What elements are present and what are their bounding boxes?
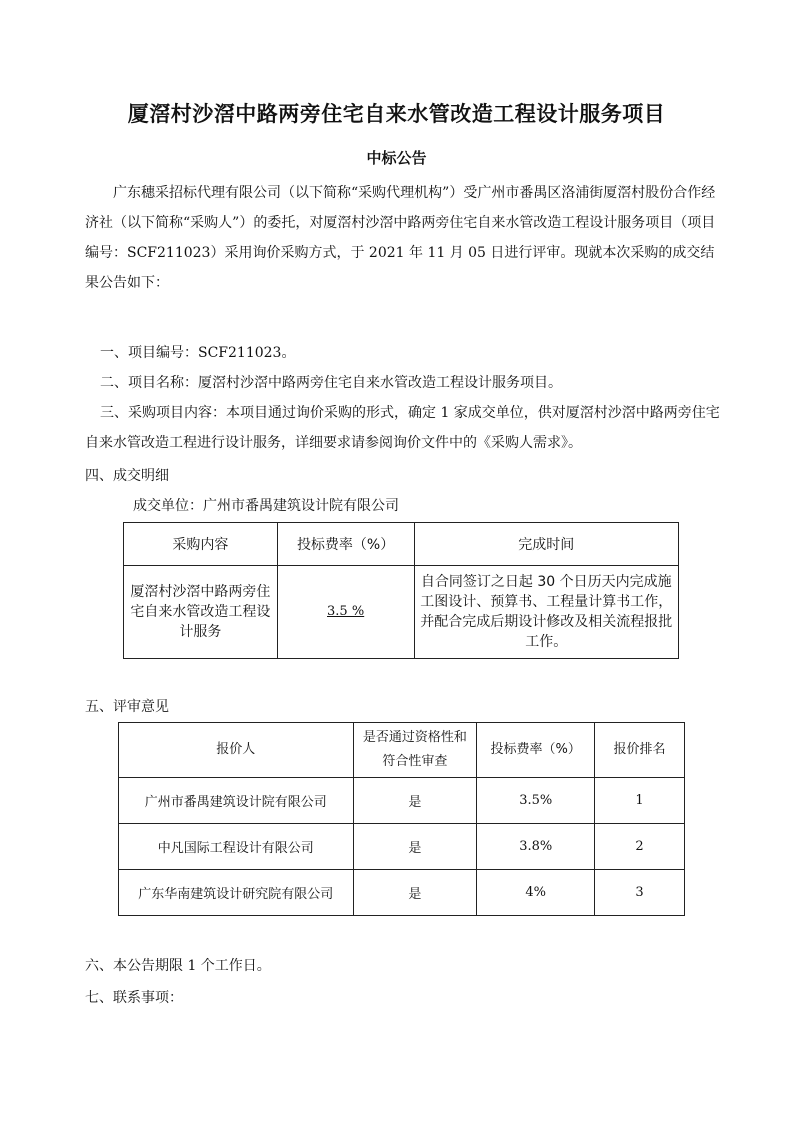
header-completion-time: 完成时间 [414, 523, 679, 566]
header-rank: 报价排名 [595, 723, 685, 778]
section-project-name: 二、项目名称：厦滘村沙滘中路两旁住宅自来水管改造工程设计服务项目。 [100, 375, 562, 391]
review-table-header [119, 723, 685, 778]
header-bid-rate: 投标费率（%） [477, 723, 595, 778]
deal-table [123, 522, 679, 659]
page-title: 厦滘村沙滘中路两旁住宅自来水管改造工程设计服务项目 [127, 102, 666, 126]
section-notice-period: 六、本公告期限 1 个工作日。 [85, 958, 271, 974]
cell-bidder: 中凡国际工程设计有限公司 [119, 824, 354, 870]
cell-bidder: 广东华南建筑设计研究院有限公司 [119, 870, 354, 916]
cell-bid-rate [277, 566, 414, 659]
page-subtitle: 中标公告 [366, 149, 427, 167]
cell-bid-rate: 3.8% [477, 824, 595, 870]
table-row [119, 778, 685, 824]
cell-bid-rate: 4% [477, 870, 595, 916]
section-project-number: 一、项目编号：SCF211023。 [100, 345, 296, 361]
cell-bidder: 广州市番禺建筑设计院有限公司 [119, 778, 354, 824]
table-row [119, 824, 685, 870]
section-project-content: 三、采购项目内容：本项目通过询价采购的形式，确定 1 家成交单位，供对厦滘村沙滘中路两旁住宅自来水管改造工程进行设计服务，详细要求请参阅询价文件中的《采购人需求》。 [85, 405, 720, 451]
winner-line: 成交单位：广州市番禺建筑设计院有限公司 [133, 498, 399, 514]
cell-qualification: 是 [353, 824, 477, 870]
cell-bid-rate: 3.5% [477, 778, 595, 824]
review-table [118, 722, 685, 916]
cell-procurement-content: 厦滘村沙滘中路两旁住宅自来水管改造工程设计服务 [124, 566, 278, 659]
cell-rank: 2 [595, 824, 685, 870]
deal-table-header [124, 523, 679, 566]
cell-rank: 3 [595, 870, 685, 916]
cell-rank: 1 [595, 778, 685, 824]
header-qualification: 是否通过资格性和符合性审查 [353, 723, 477, 778]
header-bidder: 报价人 [119, 723, 354, 778]
section-deal-details: 四、成交明细 [85, 468, 169, 484]
section-review-opinion: 五、评审意见 [85, 699, 169, 715]
cell-qualification: 是 [353, 870, 477, 916]
header-procurement-content: 采购内容 [124, 523, 278, 566]
bid-rate-value: 3.5 % [327, 604, 365, 619]
header-bid-rate: 投标费率（%） [277, 523, 414, 566]
table-row [119, 870, 685, 916]
section-contact: 七、联系事项： [85, 990, 183, 1006]
cell-completion-time: 自合同签订之日起 30 个日历天内完成施工图设计、预算书、工程量计算书工作，并配合完成后期设计修改及相关流程报批工作。 [414, 566, 679, 659]
deal-table-row [124, 566, 679, 659]
intro-paragraph: 广东穗采招标代理有限公司（以下简称“采购代理机构”）受广州市番禺区洛浦街厦滘村股份合作经济社（以下简称“采购人”）的委托，对厦滘村沙滘中路两旁住宅自来水管改造工程设计服务项目（项目编号：SCF211023）采用询价采购方式，于 2021 年 11 月 05 日进行评审。现就本次采购的成交结果公告如下： [85, 185, 716, 291]
cell-qualification: 是 [353, 778, 477, 824]
